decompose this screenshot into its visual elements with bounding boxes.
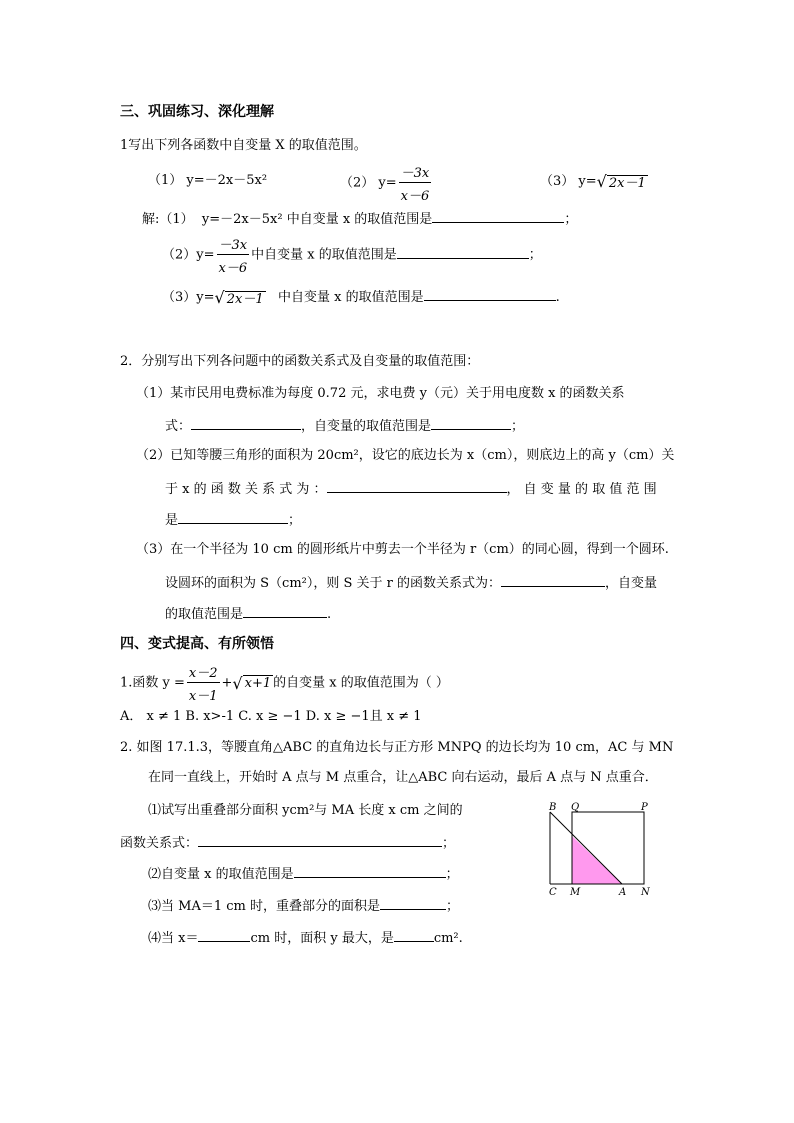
q1-item3-sqrt: √ 2x－1 — [596, 172, 646, 191]
q1-answer3: （3）y=√ 2x－1 中自变量 x 的取值范围是 . — [162, 288, 560, 307]
q2-part1-line2: 式： ，自变量的取值范围是 ； — [165, 419, 525, 434]
s4-q2-sub1-line1: ⑴试写出重叠部分面积 ycm²与 MA 长度 x cm 之间的 — [148, 803, 463, 818]
answer-blank-5[interactable] — [431, 417, 511, 430]
label-A: A — [619, 887, 627, 898]
answer-blank-14[interactable] — [394, 929, 434, 942]
answer-blank-10[interactable] — [198, 834, 442, 847]
geometry-figure — [540, 800, 660, 900]
q2-part1-line1: （1）某市民用电费标准为每度 0.72 元，求电费 y（元）关于用电度数 x 的函数关系 — [136, 386, 625, 401]
q1-item3: （3） y=√ 2x－1 — [540, 172, 646, 191]
s4-q2-sub1-line2: 函数关系式： ； — [120, 836, 456, 851]
s4-q2-sub3: ⑶当 MA＝1 cm 时，重叠部分的面积是 ； — [148, 899, 459, 914]
q1-answer3-sqrt: √ 2x－1 — [214, 288, 264, 307]
label-P: P — [641, 802, 648, 813]
answer-blank-2[interactable] — [397, 246, 529, 259]
s4-q2-stem-line2: 在同一直线上，开始时 A 点与 M 点重合，让△ABC 向右运动，最后 A 点与 N 点重合． — [148, 770, 658, 785]
q1-item2-fraction: $\frac{-3x}{x-6}$ — [399, 162, 432, 204]
q2-part3-line1: （3）在一个半径为 10 cm 的圆形纸片中剪去一个半径为 r（cm）的同心圆，得到一个圆环. — [136, 542, 669, 557]
s4-q1-options: A． x ≠ 1 B. x>-1 C. x ≥ −1 D. x ≥ −1且 x ≠ 1 — [120, 709, 422, 724]
q2-stem: 2．分别写出下列各问题中的函数关系式及自变量的取值范围： — [120, 354, 480, 369]
answer-blank-3[interactable] — [424, 288, 556, 301]
s4-q1-sqrt: √ x+1 — [232, 673, 272, 693]
section3-title: 三、巩固练习、深化理解 — [120, 104, 274, 120]
q2-part2-line1: （2）已知等腰三角形的面积为 20cm²，设它的底边长为 x（cm），则底边上的高 y（cm）关 — [136, 448, 675, 463]
s4-q2-sub4: ⑷当 x＝ cm 时，面积 y 最大，是 cm². — [148, 931, 463, 946]
answer-blank-9[interactable] — [243, 605, 327, 618]
s4-q2-sub2: ⑵自变量 x 的取值范围是 ； — [148, 867, 459, 882]
label-C: C — [549, 887, 557, 898]
answer-blank-12[interactable] — [380, 897, 446, 910]
q2-part2-line3: 是 ； — [165, 513, 302, 528]
answer-blank-1[interactable] — [432, 210, 564, 223]
answer-blank-11[interactable] — [294, 865, 446, 878]
q1-answer2-fraction: $\frac{-3x}{x-6}$ — [217, 234, 250, 276]
label-N: N — [641, 887, 650, 898]
q2-part2-line2: 于 x 的 函 数 关 系 式 为 ： ， 自 变 量 的 取 值 范 围 — [165, 482, 657, 497]
q2-part3-line2: 设圆环的面积为 S（cm²），则 S 关于 r 的函数关系式为： ，自变量 — [165, 576, 658, 591]
answer-blank-7[interactable] — [178, 511, 288, 524]
answer-blank-13[interactable] — [198, 929, 250, 942]
answer-blank-8[interactable] — [501, 574, 605, 587]
q1-answer1: 解:（1） y=－2x－5x² 中自变量 x 的取值范围是 ； — [142, 212, 578, 227]
answer-blank-4[interactable] — [191, 417, 301, 430]
s4-q1: 1.函数 y = $\frac{x-2}{x-1}$ +√ x+1 的自变量 x 的取值范围为（ ） — [120, 662, 449, 704]
label-B: B — [549, 802, 557, 813]
s4-q2-stem-line1: 2. 如图 17.1.3，等腰直角△ABC 的直角边长与正方形 MNPQ 的边长均为 10 cm，AC 与 MN — [120, 740, 674, 755]
q1-answer2: （2）y= $\frac{-3x}{x-6}$ 中自变量 x 的取值范围是 ； — [162, 234, 542, 276]
label-M: M — [570, 887, 581, 898]
q1-stem: 1写出下列各函数中自变量 X 的取值范围。 — [120, 138, 367, 153]
label-Q: Q — [571, 802, 580, 813]
section4-title: 四、变式提高、有所领悟 — [120, 636, 274, 652]
s4-q1-fraction: $\frac{x-2}{x-1}$ — [187, 662, 220, 704]
q1-item1: （1） y=－2x－5x² — [148, 173, 268, 188]
q1-item2: （2） y= $\frac{-3x}{x-6}$ — [340, 162, 433, 204]
q2-part3-line3: 的取值范围是 . — [165, 607, 332, 622]
answer-blank-6[interactable] — [327, 480, 507, 493]
